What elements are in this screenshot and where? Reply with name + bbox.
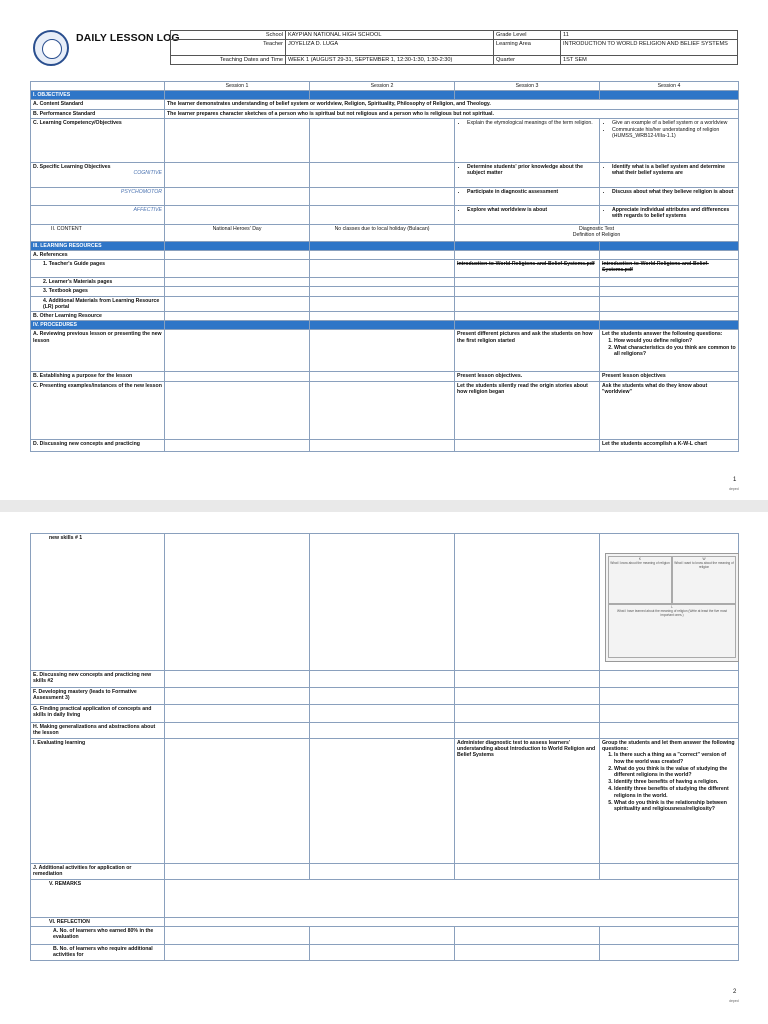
- reflection-a-label: A. No. of learners who earned 80% in the evaluation: [31, 927, 165, 945]
- references-label: A. References: [31, 251, 165, 260]
- area-label: Learning Area: [494, 40, 561, 56]
- kwl-k-text: What I know about the meaning of religion: [610, 560, 670, 565]
- competency-s3-item: • Explain the etymological meanings of the term religion.: [467, 120, 597, 126]
- content-standard-text: The learner demonstrates understanding of belief system or worldview, Religion, Spirituality, Philosophy of Religion, and Theology.: [165, 100, 739, 109]
- objectives-heading: I. OBJECTIVES: [31, 91, 165, 100]
- competency-s4-item: • Give an example of a belief system or a worldview: [612, 120, 736, 126]
- affective-s3: • Explore what worldview is about: [467, 207, 597, 213]
- page-1-number: 1: [733, 477, 737, 483]
- procedure-a-s4-item: 1. How would you define religion?: [614, 338, 736, 344]
- kwl-w-text: What I want to know about the meaning of religion: [674, 560, 734, 569]
- page-1-note: deped: [729, 487, 739, 491]
- document-title: DAILY LESSON LOG: [76, 32, 180, 44]
- procedure-d-label: D. Discussing new concepts and practicing: [31, 439, 165, 451]
- procedure-j-label: J. Additional activities for application or remediation: [31, 864, 165, 880]
- dates-label: Teaching Dates and Time: [171, 56, 286, 65]
- textbook-label: 3. Textbook pages: [31, 287, 165, 296]
- performance-standard-text: The learner prepares character sketches of a person who is spiritual but not religious and a person who is religious but not spiritual.: [165, 109, 739, 118]
- lr-portal-label: 4. Additional Materials from Learning Resource (LR) portal: [31, 296, 165, 311]
- kwl-k-letter: K: [638, 557, 642, 561]
- procedure-i-s4-item: 2. What do you think is the value of studying the different religions in the world?: [614, 766, 736, 778]
- procedure-a-s4-item: 2. What characteristics do you think are common to all religions?: [614, 345, 736, 357]
- session-2-header: Session 2: [310, 82, 455, 91]
- performance-standard-label: B. Performance Standard: [31, 109, 165, 118]
- quarter-label: Quarter: [494, 56, 561, 65]
- procedure-i-s4-item: 4. Identify three benefits of studying the different religions in the world.: [614, 786, 736, 798]
- dates-value: WEEK 1 (AUGUST 29-31, SEPTEMBER 1, 12:30-1:30, 1:30-2:30): [286, 56, 494, 65]
- remarks-label: V. REMARKS: [31, 880, 165, 918]
- procedure-f-label: F. Developing mastery (leads to Formative Assessment 3): [31, 688, 165, 705]
- learners-materials-label: 2. Learner's Materials pages: [31, 278, 165, 287]
- page-1: [0, 0, 768, 500]
- session-3-header: Session 3: [455, 82, 600, 91]
- kwl-l-text: What I have learned about the meaning of religion (Write at least the five most important ones.): [617, 608, 727, 617]
- procedure-i-s4-intro: Group the students and let them answer the following questions:: [602, 740, 735, 753]
- area-value: INTRODUCTION TO WORLD RELIGION AND BELIEF SYSTEMS: [561, 40, 738, 56]
- procedure-i-s4-item: 1. Is there such a thing as a "correct" version of how the world was created?: [614, 752, 736, 764]
- reflection-label: VI. REFLECTION: [31, 918, 165, 927]
- specific-objectives-label: D. Specific Learning Objectives: [33, 163, 111, 170]
- page-divider: [0, 500, 768, 512]
- procedure-d-continued-label: new skills # 1: [31, 534, 165, 671]
- header-table: [170, 30, 738, 65]
- procedure-b-s4: Present lesson objectives: [600, 372, 739, 381]
- session-1-header: Session 1: [165, 82, 310, 91]
- competency-s4-item: • Communicate his/her understanding of religion (HUMSS_WRB12-I/IIIa-1.1): [612, 127, 736, 139]
- procedure-h-label: H. Making generalizations and abstractions about the lesson: [31, 723, 165, 739]
- procedure-a-s3: Present different pictures and ask the students on how the first religion started: [455, 330, 600, 372]
- cognitive-label: COGNITIVE: [133, 170, 162, 177]
- competency-label: C. Learning Competency/Objectives: [31, 118, 165, 162]
- procedure-b-label: B. Establishing a purpose for the lesson: [31, 372, 165, 381]
- psychomotor-s3: • Participate in diagnostic assessment: [467, 189, 597, 195]
- content-session-1: National Heroes' Day: [165, 224, 310, 241]
- affective-s4: • Appreciate individual attributes and differences with regards to belief systems: [612, 207, 736, 219]
- quarter-value: 1ST SEM: [561, 56, 738, 65]
- affective-label: AFFECTIVE: [31, 205, 165, 224]
- procedure-c-label: C. Presenting examples/instances of the new lesson: [31, 381, 165, 439]
- school-value: KAYPIAN NATIONAL HIGH SCHOOL: [286, 31, 494, 40]
- procedure-e-label: E. Discussing new concepts and practicing new skills #2: [31, 671, 165, 688]
- kwl-chart-image: [605, 553, 739, 662]
- school-seal-logo: [33, 30, 69, 66]
- resources-heading: III. LEARNING RESOURCES: [31, 241, 165, 250]
- kwl-l-letter: L: [671, 605, 673, 609]
- procedure-g-label: G. Finding practical application of concepts and skills in daily living: [31, 705, 165, 723]
- procedure-a-label: A. Reviewing previous lesson or presenting the new lesson: [31, 330, 165, 372]
- teachers-guide-s4: Introduction-to-World-Religions-and-Belief-Systems.pdf: [600, 260, 739, 278]
- page-2-number: 2: [733, 989, 737, 995]
- teacher-value: JOYELIZA D. LUGA: [286, 40, 494, 56]
- procedures-heading: IV. PROCEDURES: [31, 321, 165, 330]
- lesson-table-page1: [30, 81, 739, 452]
- procedure-i-label: I. Evaluating learning: [31, 739, 165, 864]
- procedure-i-s3: Administer diagnostic test to assess learners' understanding about Introduction to World Religion and Belief Systems: [455, 739, 600, 864]
- grade-value: 11: [561, 31, 738, 40]
- teachers-guide-s3: Introduction-to-World-Religions-and-Belief-Systems.pdf: [455, 260, 600, 278]
- psychomotor-s4: • Discuss about what they believe religion is about: [612, 189, 736, 195]
- content-session-3-4: Diagnostic Test Definition of Religion: [455, 224, 739, 241]
- grade-label: Grade Level: [494, 31, 561, 40]
- content-standard-label: A. Content Standard: [31, 100, 165, 109]
- cognitive-s4: • Identify what is a belief system and determine what their belief systems are: [612, 164, 736, 176]
- kwl-w-letter: W: [702, 557, 706, 561]
- other-resources-label: B. Other Learning Resource: [31, 312, 165, 321]
- procedure-c-s4: Ask the students what do they know about "worldview": [600, 381, 739, 439]
- session-4-header: Session 4: [600, 82, 739, 91]
- procedure-i-s4-item: 5. What do you think is the relationship between spirituality and religiousness/religiosity?: [614, 800, 736, 812]
- school-label: School: [171, 31, 286, 40]
- procedure-c-s3: Let the students silently read the origin stories about how religion began: [455, 381, 600, 439]
- procedure-b-s3: Present lesson objectives.: [455, 372, 600, 381]
- teachers-guide-label: 1. Teacher's Guide pages: [31, 260, 165, 278]
- page-2-note: deped: [729, 999, 739, 1003]
- procedure-i-s4-item: 3. Identify three benefits of having a religion.: [614, 779, 736, 785]
- procedure-d-s4: Let the students accomplish a K-W-L chart: [600, 439, 739, 451]
- reflection-b-label: B. No. of learners who require additional activities for: [31, 945, 165, 961]
- cognitive-s3: • Determine students' prior knowledge about the subject matter: [467, 164, 597, 176]
- psychomotor-label: PSYCHOMOTOR: [31, 187, 165, 205]
- content-session-2: No classes due to local holiday (Bulacan): [310, 224, 455, 241]
- procedure-a-s4-intro: Let the students answer the following questions:: [602, 331, 723, 338]
- content-label: II. CONTENT: [31, 224, 165, 241]
- teacher-label: Teacher: [171, 40, 286, 56]
